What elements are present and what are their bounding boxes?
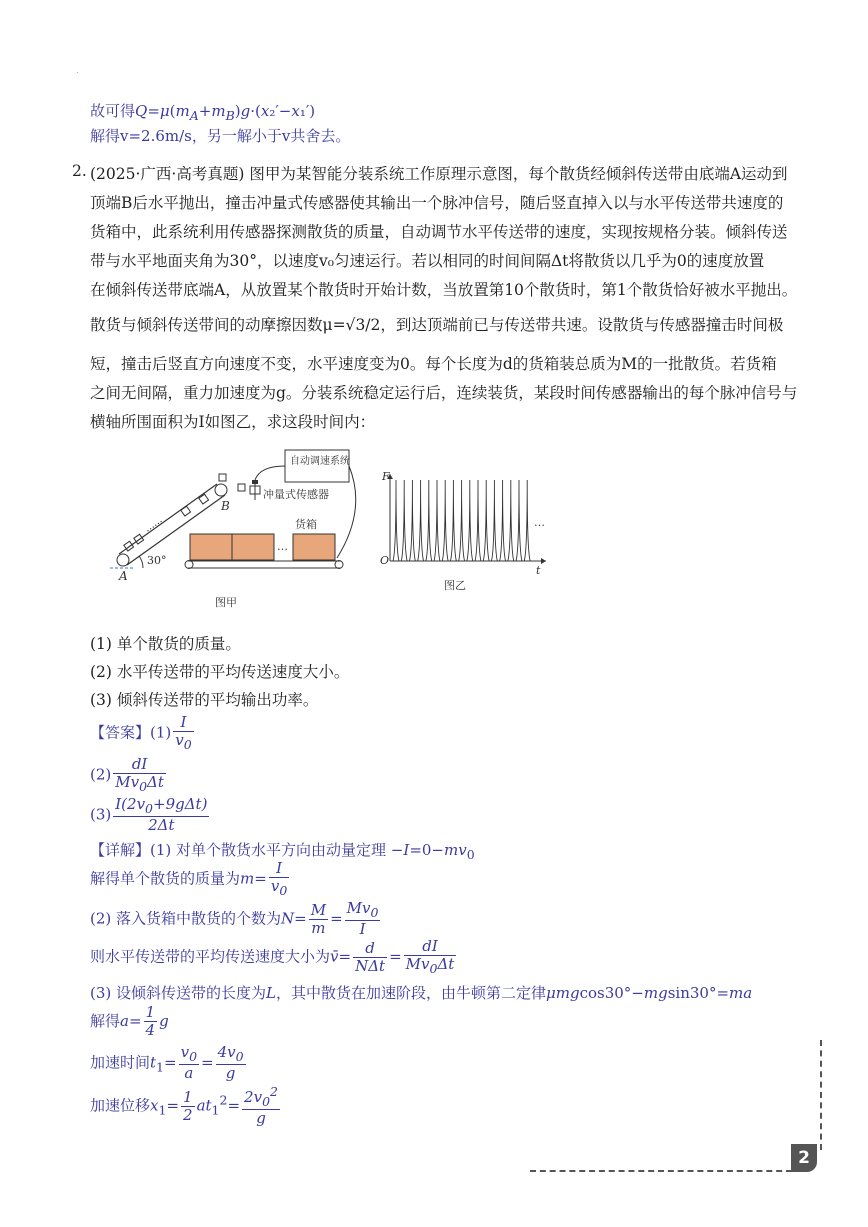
pulse-peak [508,480,514,561]
pulse-peak [500,480,506,561]
question-line-2: 顶端B后水平抛出，撞击冲量式传感器使其输出一个脉冲信号，随后竖直掉入以与水平传送带共速度的 [90,194,784,212]
prev-line-1: 故可得$Q=\mu(m_A+m_B)g\cdot(x_2'-x_1')$ [90,102,316,123]
pulse-peak [434,480,440,561]
question-number: 2. [72,162,87,180]
pulse-peak [450,480,456,561]
question-line-5: 在倾斜传送带底端A，从放置某个散货时开始计数，当放置第10个散货时，第1个散货恰好被水平抛出。 [90,281,798,299]
answer-2: (2) $\frac{dI}{Mv_0\Delta t}$ [90,755,164,795]
pulse-peak [393,480,399,561]
cargo-box [190,534,232,560]
detail-6: 解得a= $\frac{1}{4}$ g [90,1003,169,1040]
detail-7: 加速时间$t_1=$ $\frac{v_0}{a}$ = $\frac{4v_0}{g}$ [90,1043,244,1083]
question-line-9: 横轴所围面积为I如图乙，求这段时间内： [90,413,376,431]
question-line-1: (2025·广西·高考真题) 图甲为某智能分装系统工作原理示意图，每个散货经倾斜传送带由底端A运动到 [90,165,788,183]
detail-tag: 【详解】 [90,841,151,859]
pulse-ellipsis: … [534,516,545,529]
cargo-box [293,534,335,560]
detail-5: (3) 设倾斜传送带的长度为L，其中散货在加速阶段，由牛顿第二定律μmgcos30°−mgsin30°=ma [90,984,753,1002]
question-line-8: 之间无间隔，重力加速度为g。分装系统稳定运行后，连续装货，某段时间传感器输出的每个脉冲信号与 [90,384,798,402]
svg-text:......: ...... [142,514,165,535]
detail-4: 则水平传送带的平均传送速度大小为v̄= $\frac{d}{\text{NΔt}}$ = $\frac{dI}{Mv_0\Delta t}$ [90,937,455,977]
figure-jia-caption: 图甲 [215,596,237,609]
page-corner-dash-vertical [820,1040,822,1150]
answer-3: (3) $\frac{I(2v_0+9g\Delta t)}{2\Delta t}$ [90,795,208,835]
point-a-label: A [119,569,128,583]
pulse-peak [401,480,407,561]
axis-o-label: O [380,554,390,567]
axis-t-label: t [536,564,541,577]
axis-f-label: F [382,470,390,483]
pulse-peak [426,480,432,561]
question-line-7: 短，撞击后竖直方向速度不变，水平速度变为0。每个长度为d的货箱装总质为M的一批散货。若货箱 [90,355,777,373]
question-line-6: 散货与倾斜传送带间的动摩擦因数μ=√3/2，到达顶端前已与传送带共速。设散货与传感器撞击时间极 [90,316,784,334]
sub-question-2: (2) 水平传送带的平均传送速度大小。 [90,663,350,681]
pulse-peak [516,480,522,561]
figure-yi [378,466,553,596]
sensor-label: 冲量式传感器 [263,488,329,501]
box-ellipsis: … [277,540,288,553]
pulse-peak [418,480,424,561]
detail-2: 解得单个散货的质量为m= $\frac{I}{v_0}$ [90,859,288,899]
cargo-box [232,534,274,560]
pulse-peak [475,480,481,561]
answer-1: 【答案】(1) $\frac{I}{v_0}$ [90,713,192,753]
pulse-peak [459,480,465,561]
box-label: 货箱 [295,518,317,531]
question-line-4: 带与水平地面夹角为30°，以速度v₀匀速运行。若以相同的时间间隔Δt将散货以几乎为0的速度放置 [90,252,765,270]
pulse-peak [483,480,489,561]
pulse-peak [409,480,415,561]
detail-1: 【详解】(1) 对单个散货水平方向由动量定理 $-I=0-mv_0$ [90,841,475,862]
prev-line-2: 解得v=2.6m/s，另一解小于v共舍去。 [90,127,351,145]
pulse-peak [442,480,448,561]
pulse-peak [467,480,473,561]
question-line-3: 货箱中，此系统利用传感器探测散货的质量，自动调节水平传送带的速度，实现按规格分装。倾斜传送 [90,223,788,241]
sub-question-1: (1) 单个散货的质量。 [90,635,241,653]
angle-label: 30° [147,554,167,567]
figure-yi-caption: 图乙 [444,579,466,592]
figure-jia [105,440,365,615]
sub-question-3: (3) 倾斜传送带的平均输出功率。 [90,691,319,709]
point-b-label: B [221,499,230,513]
page-corner-dash-horizontal [530,1170,792,1172]
detail-3: (2) 落入货箱中散货的个数为N= $\frac{M}{m}$ = $\frac{Mv_0}{I}$ [90,899,379,939]
pulse-peak [524,480,530,561]
pulse-peak [491,480,497,561]
page-number: 2 [791,1144,817,1172]
detail-8: 加速位移$x_1=$ $\frac{1}{2}$ $at_1^2=$ $\frac{2v_0^2}{g}$ [90,1084,278,1128]
page-dot: . [76,66,79,75]
answer-tag: 【答案】 [90,723,151,742]
controller-label: 自动调速系统 [290,456,350,467]
